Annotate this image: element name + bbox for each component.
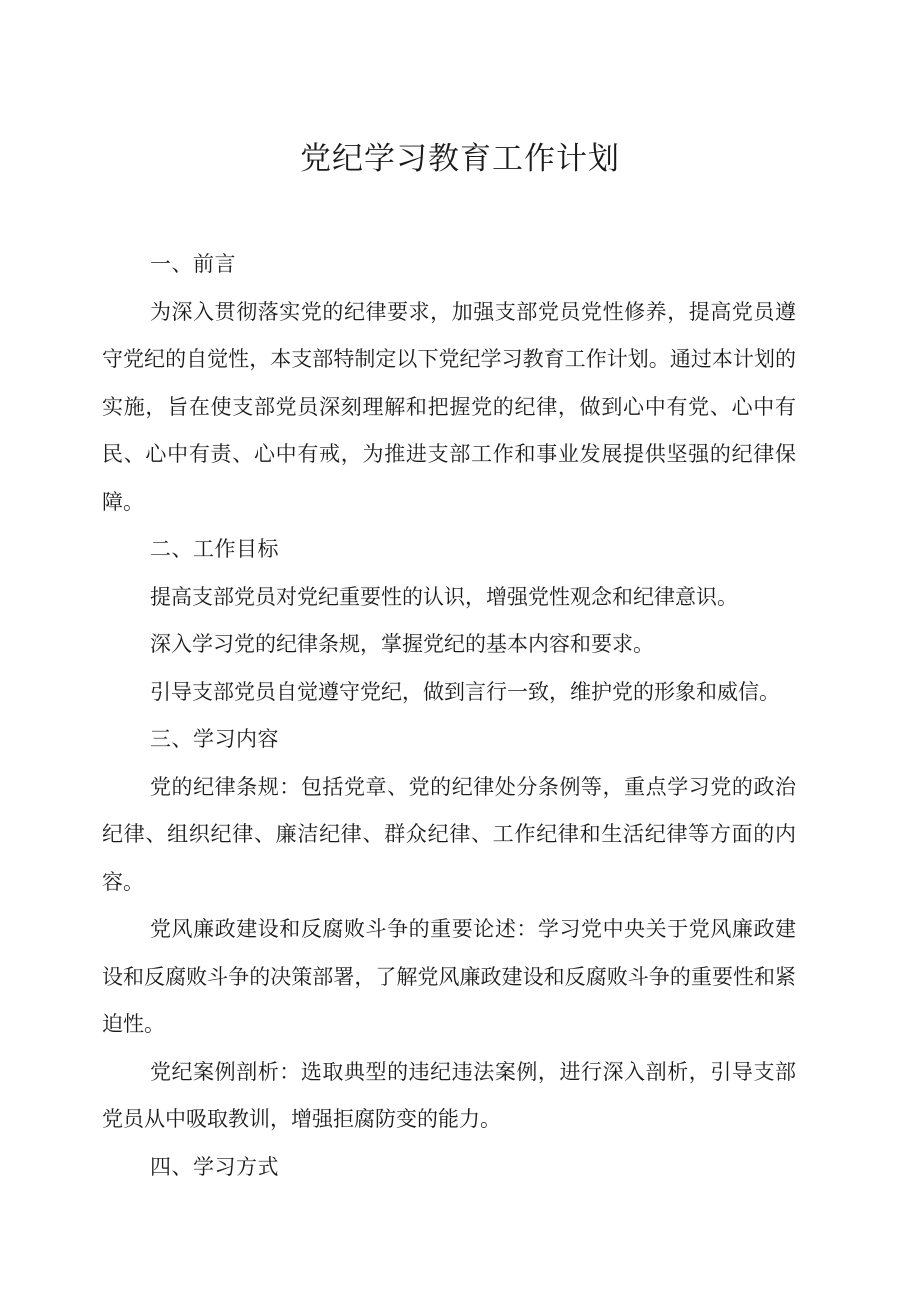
section-heading-methods: 四、学习方式: [150, 1154, 279, 1179]
paragraph-content-1: 党的纪律条规：包括党章、党的纪律处分条例等，重点学习党的政治纪律、组织纪律、廉洁纪律、群众纪律、工作纪律和生活纪律等方面的内容。: [102, 774, 796, 894]
document-title: 党纪学习教育工作计划: [300, 141, 620, 177]
section-heading-goals: 二、工作目标: [150, 537, 279, 561]
paragraph-goal-3: 引导支部党员自觉遵守党纪，做到言行一致，维护党的形象和威信。: [150, 679, 780, 704]
paragraph-preface: 为深入贯彻落实党的纪律要求，加强支部党员党性修养，提高党员遵守党纪的自觉性，本支部特制定以下党纪学习教育工作计划。通过本计划的实施，旨在使支部党员深刻理解和把握党的纪律，做到心中有党、心中有民、心中有责、心中有戒，为推进支部工作和事业发展提供坚强的纪律保障。: [102, 299, 796, 514]
paragraph-content-3: 党纪案例剖析：选取典型的违纪违法案例，进行深入剖析，引导支部党员从中吸取教训，增强拒腐防变的能力。: [102, 1059, 796, 1131]
section-heading-content: 三、学习内容: [150, 727, 279, 751]
document-body: [102, 241, 796, 1191]
paragraph-goal-2: 深入学习党的纪律条规，掌握党纪的基本内容和要求。: [150, 632, 654, 656]
paragraph-content-2: 党风廉政建设和反腐败斗争的重要论述：学习党中央关于党风廉政建设和反腐败斗争的决策部署，了解党风廉政建设和反腐败斗争的重要性和紧迫性。: [102, 917, 796, 1036]
paragraph-goal-1: 提高支部党员对党纪重要性的认识，增强党性观念和纪律意识。: [150, 584, 738, 609]
section-heading-preface: 一、前言: [150, 252, 236, 276]
